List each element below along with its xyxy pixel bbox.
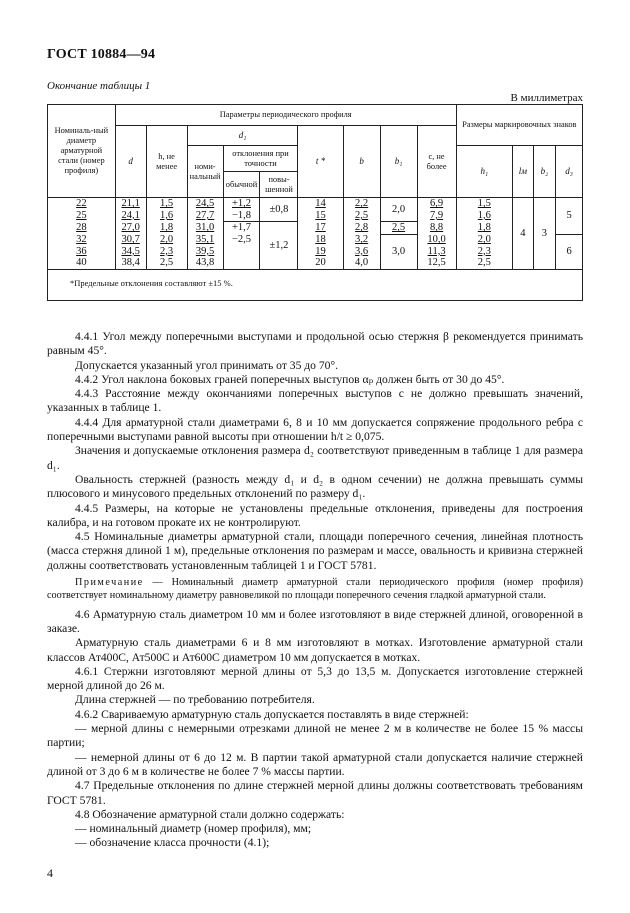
paragraph: Овальность стержней (разность между d₁ и d₂ в одном сечении) не должна превышать суммы плюсового и минусового предельных отклонений по размеру d₁. (47, 472, 583, 501)
header-d1: d₁ (187, 126, 298, 146)
note-label: Примечание (75, 577, 144, 589)
cell-h: 1,5 (146, 198, 187, 210)
page-number: 4 (47, 866, 53, 880)
paragraph: Длина стержней — по требованию потребителя. (75, 693, 315, 707)
cell-t: 19 (298, 246, 343, 258)
cell-nominal: 32 (48, 234, 116, 246)
cell-dev-ord-3: +1,7 (223, 222, 260, 235)
table-row (48, 257, 583, 269)
cell-h: 2,3 (146, 246, 187, 258)
paragraph: — немерной длины от 6 до 12 м. В партии такой арматурной стали допускается наличие стержней длиной от 3 до 6 м в количестве не более 7 % массы партии. (47, 750, 583, 778)
cell-nominal: 28 (48, 222, 116, 235)
cell-dev-ord-2: −1,8 (223, 210, 260, 222)
cell-t: 20 (298, 257, 343, 269)
cell-t: 17 (298, 222, 343, 235)
cell-d1: 27,7 (187, 210, 223, 222)
cell-b1-2: 2,5 (380, 222, 417, 235)
header-h: h, не менее (146, 126, 187, 198)
cell-b: 2,8 (343, 222, 380, 235)
header-d3: d₃ (556, 146, 583, 198)
paragraph: 4.6.1 Стержни изготовляют мерной длины от 5,3 до 13,5 м. Допускается изготовление стержней мерной длиной до 26 м. (47, 664, 583, 693)
paragraph: 4.4.4 Для арматурной стали диаметрами 6, 8 и 10 мм допускается сопряжение продольного ребра с поперечными выступами равной высоты при отношении h/t ≥ 0,075. (47, 415, 583, 444)
cell-b1-3: 3,0 (380, 234, 417, 269)
cell-t: 18 (298, 234, 343, 246)
note-text: — Номинальный диаметр арматурной стали периодического профиля (номер профиля) соответствует номинальному диаметру равновеликой по площади поперечного сечения гладкой арматурной стали. (47, 577, 583, 601)
cell-h1: 1,8 (456, 222, 512, 235)
paragraph: 4.6.2 Свариваемую арматурную сталь допускается поставлять в виде стержней: (75, 707, 469, 721)
cell-dev-high-1: ±0,8 (260, 198, 298, 222)
cell-nominal: 40 (48, 257, 116, 269)
cell-d1: 43,8 (187, 257, 223, 269)
cell-t: 14 (298, 198, 343, 210)
cell-d3-1: 5 (556, 198, 583, 235)
header-profile-params: Параметры периодического профиля (115, 105, 456, 126)
cell-c: 6,9 (417, 198, 456, 210)
paragraph: Арматурную сталь диаметрами 6 и 8 мм изготовляют в мотках. Изготовление арматурной стали классов Ат400С, Ат500С и Ат600С диаметром 10 мм допускается в мотках. (47, 636, 583, 664)
cell-dev-high-2: ±1,2 (260, 222, 298, 270)
paragraph: 4.7 Предельные отклонения по длине стержней мерной длины должны соответствовать требованиям ГОСТ 5781. (47, 779, 583, 807)
cell-d1: 31,0 (187, 222, 223, 235)
dev-ord-value: +1,2 (231, 198, 252, 210)
header-b1: b₁ (380, 126, 417, 198)
paragraph: 4.8 Обозначение арматурной стали должно содержать: (75, 807, 345, 821)
header-h1: h₁ (456, 146, 512, 198)
table-footnote: *Предельные отклонения составляют ±15 %. (48, 269, 583, 300)
table-row (48, 210, 583, 222)
units-label: В миллиметрах (510, 92, 583, 104)
cell-c: 11,3 (417, 246, 456, 258)
cell-h: 2,5 (146, 257, 187, 269)
header-marking-sizes: Размеры маркировочных знаков (456, 105, 582, 146)
profile-table (47, 104, 583, 301)
table-row (48, 234, 583, 246)
cell-d: 27,0 (115, 222, 146, 235)
paragraph: Значения и допускаемые отклонения размера d₂ соответствуют приведенным в таблице 1 для размера d₁. (47, 444, 583, 472)
cell-d: 30,7 (115, 234, 146, 246)
header-b: b (343, 126, 380, 198)
document-header: ГОСТ 10884—94 (47, 47, 156, 62)
cell-b1-1: 2,0 (380, 198, 417, 222)
paragraph: 4.4.3 Расстояние между окончаниями поперечных выступов c не должно превышать значений, указанных в таблице 1. (47, 387, 583, 415)
header-ordinary: обычной (223, 172, 260, 198)
paragraph: 4.4.1 Угол между поперечными выступами и продольной осью стержня β рекомендуется принимать равным 45°. (47, 330, 583, 358)
cell-nominal: 22 (48, 198, 116, 210)
cell-b: 2,2 (343, 198, 380, 210)
cell-c: 12,5 (417, 257, 456, 269)
cell-h: 2,0 (146, 234, 187, 246)
header-d1-nominal: номи-нальный (187, 146, 223, 198)
cell-b: 2,5 (343, 210, 380, 222)
paragraph: 4.4.5 Размеры, на которые не установлены предельные отклонения, приведены для построения калибра, и на готовом прокате их не контролируют. (47, 501, 583, 529)
cell-nominal: 25 (48, 210, 116, 222)
header-high: повы-шенной (260, 172, 298, 198)
cell-d1: 24,5 (187, 198, 223, 210)
cell-lm: 4 (513, 198, 534, 270)
paragraph: — номинальный диаметр (номер профиля), мм; (75, 822, 312, 836)
cell-c: 7,9 (417, 210, 456, 222)
cell-d: 34,5 (115, 246, 146, 258)
cell-d: 24,1 (115, 210, 146, 222)
cell-h: 1,6 (146, 210, 187, 222)
cell-h1: 2,5 (456, 257, 512, 269)
paragraph: 4.5 Номинальные диаметры арматурной стали, площади поперечного сечения, линейная плотность (масса стержня длиной 1 м), предельные отклонения по размерам и массе, овальность и кривизна стержней должны соответствовать установленным таблицей 1 и ГОСТ 5781. (47, 530, 583, 572)
table-row (48, 246, 583, 258)
header-c: c, не более (417, 126, 456, 198)
table-row (48, 222, 583, 235)
cell-h1: 2,0 (456, 234, 512, 246)
cell-b: 3,6 (343, 246, 380, 258)
cell-b2: 3 (533, 198, 556, 270)
paragraph: — мерной длины с немерными отрезками длиной не менее 2 м в количестве не более 15 % массы партии; (47, 722, 583, 750)
cell-d1: 39,5 (187, 246, 223, 258)
note (47, 577, 583, 603)
table-row (48, 198, 583, 210)
paragraph: 4.6 Арматурную сталь диаметром 10 мм и более изготовляют в виде стержней длиной, оговоренной в заказе. (47, 607, 583, 635)
header-nominal-diameter: Номиналь-ный диаметр арматурной стали (номер профиля) (48, 105, 116, 198)
cell-dev-ord-4: −2,5 (223, 234, 260, 269)
header-b2: b₂ (533, 146, 556, 198)
header-deviations: отклонения при точности (223, 146, 298, 172)
cell-nominal: 36 (48, 246, 116, 258)
cell-b: 4,0 (343, 257, 380, 269)
header-d: d (115, 126, 146, 198)
cell-d: 38,4 (115, 257, 146, 269)
header-lm: lм (513, 146, 534, 198)
paragraph: 4.4.2 Угол наклона боковых граней поперечных выступов αₚ должен быть от 30 до 45°. (75, 372, 505, 386)
cell-c: 10,0 (417, 234, 456, 246)
cell-dev-ord-1 (223, 198, 260, 210)
cell-d3-2: 6 (556, 234, 583, 269)
cell-h1: 1,6 (456, 210, 512, 222)
cell-d: 21,1 (115, 198, 146, 210)
cell-t: 15 (298, 210, 343, 222)
table-caption: Окончание таблицы 1 (47, 80, 151, 92)
cell-h: 1,8 (146, 222, 187, 235)
cell-b: 3,2 (343, 234, 380, 246)
cell-h1: 1,5 (456, 198, 512, 210)
paragraph: — обозначение класса прочности (4.1); (75, 836, 270, 850)
cell-d1: 35,1 (187, 234, 223, 246)
paragraph: Допускается указанный угол принимать от 35 до 70°. (75, 358, 338, 372)
cell-c: 8,8 (417, 222, 456, 235)
header-t: t * (298, 126, 343, 198)
cell-h1: 2,3 (456, 246, 512, 258)
body-text (47, 330, 583, 851)
